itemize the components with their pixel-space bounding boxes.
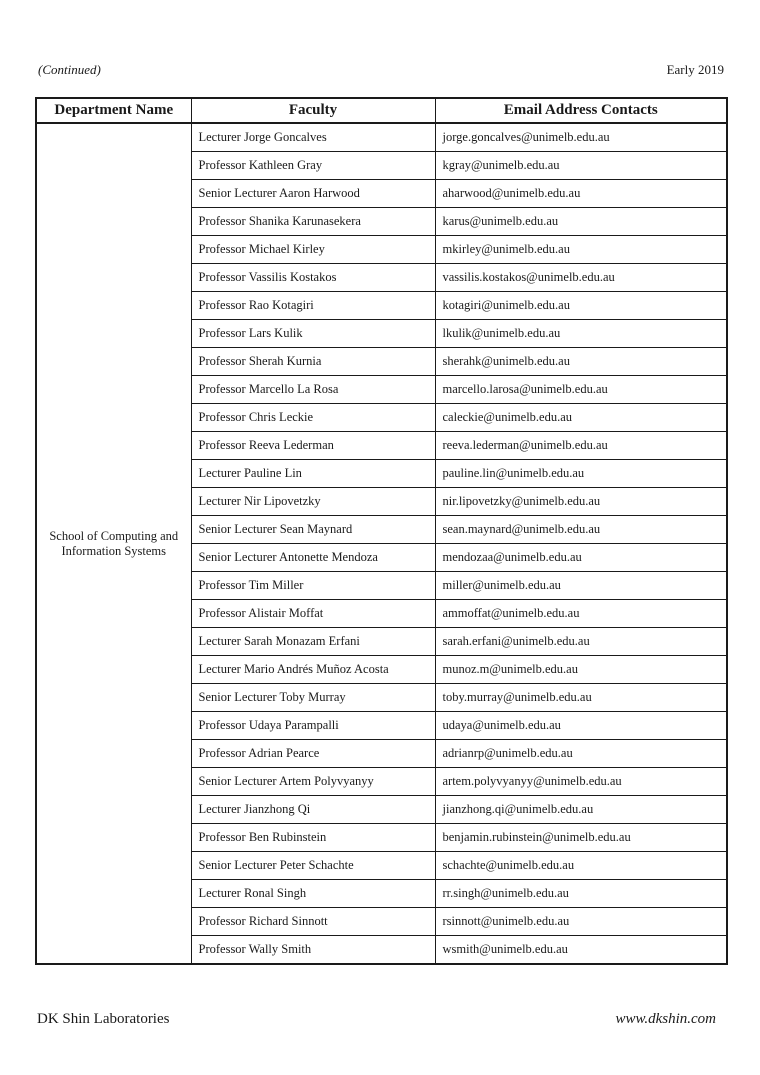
faculty-cell: Professor Udaya Parampalli	[191, 712, 435, 740]
faculty-cell: Lecturer Jorge Goncalves	[191, 123, 435, 152]
email-cell[interactable]: vassilis.kostakos@unimelb.edu.au	[435, 264, 727, 292]
faculty-cell: Senior Lecturer Sean Maynard	[191, 516, 435, 544]
email-cell[interactable]: caleckie@unimelb.edu.au	[435, 404, 727, 432]
email-cell[interactable]: nir.lipovetzky@unimelb.edu.au	[435, 488, 727, 516]
continued-label: (Continued)	[38, 62, 101, 77]
column-header-faculty: Faculty	[191, 98, 435, 123]
faculty-cell: Professor Tim Miller	[191, 572, 435, 600]
email-cell[interactable]: sherahk@unimelb.edu.au	[435, 348, 727, 376]
table-row	[36, 123, 727, 152]
email-cell[interactable]: artem.polyvyanyy@unimelb.edu.au	[435, 768, 727, 796]
email-cell[interactable]: marcello.larosa@unimelb.edu.au	[435, 376, 727, 404]
faculty-cell: Professor Adrian Pearce	[191, 740, 435, 768]
department-name-cell: School of Computing and Information Systems	[36, 123, 191, 964]
faculty-cell: Senior Lecturer Antonette Mendoza	[191, 544, 435, 572]
faculty-cell: Professor Kathleen Gray	[191, 152, 435, 180]
faculty-cell: Professor Ben Rubinstein	[191, 824, 435, 852]
email-cell[interactable]: kotagiri@unimelb.edu.au	[435, 292, 727, 320]
column-header-email: Email Address Contacts	[435, 98, 727, 123]
faculty-cell: Professor Wally Smith	[191, 936, 435, 965]
column-header-department: Department Name	[36, 98, 191, 123]
faculty-cell: Lecturer Jianzhong Qi	[191, 796, 435, 824]
email-cell[interactable]: wsmith@unimelb.edu.au	[435, 936, 727, 965]
footer-org-name: DK Shin Laboratories	[37, 1011, 170, 1027]
email-cell[interactable]: rr.singh@unimelb.edu.au	[435, 880, 727, 908]
email-cell[interactable]: karus@unimelb.edu.au	[435, 208, 727, 236]
email-cell[interactable]: jianzhong.qi@unimelb.edu.au	[435, 796, 727, 824]
faculty-cell: Professor Marcello La Rosa	[191, 376, 435, 404]
email-cell[interactable]: pauline.lin@unimelb.edu.au	[435, 460, 727, 488]
email-cell[interactable]: rsinnott@unimelb.edu.au	[435, 908, 727, 936]
email-cell[interactable]: mendozaa@unimelb.edu.au	[435, 544, 727, 572]
email-cell[interactable]: sean.maynard@unimelb.edu.au	[435, 516, 727, 544]
table-body	[36, 123, 727, 964]
faculty-cell: Professor Vassilis Kostakos	[191, 264, 435, 292]
email-cell[interactable]: mkirley@unimelb.edu.au	[435, 236, 727, 264]
email-cell[interactable]: munoz.m@unimelb.edu.au	[435, 656, 727, 684]
faculty-cell: Professor Sherah Kurnia	[191, 348, 435, 376]
email-cell[interactable]: jorge.goncalves@unimelb.edu.au	[435, 123, 727, 152]
email-cell[interactable]: ammoffat@unimelb.edu.au	[435, 600, 727, 628]
faculty-cell: Senior Lecturer Peter Schachte	[191, 852, 435, 880]
email-cell[interactable]: schachte@unimelb.edu.au	[435, 852, 727, 880]
faculty-cell: Lecturer Nir Lipovetzky	[191, 488, 435, 516]
faculty-cell: Professor Alistair Moffat	[191, 600, 435, 628]
faculty-cell: Professor Rao Kotagiri	[191, 292, 435, 320]
email-cell[interactable]: kgray@unimelb.edu.au	[435, 152, 727, 180]
date-label: Early 2019	[666, 62, 724, 77]
table-header-row	[36, 98, 727, 123]
email-cell[interactable]: aharwood@unimelb.edu.au	[435, 180, 727, 208]
email-cell[interactable]: toby.murray@unimelb.edu.au	[435, 684, 727, 712]
faculty-cell: Professor Lars Kulik	[191, 320, 435, 348]
faculty-cell: Professor Chris Leckie	[191, 404, 435, 432]
faculty-cell: Lecturer Ronal Singh	[191, 880, 435, 908]
faculty-directory-table	[35, 97, 728, 965]
faculty-cell: Professor Richard Sinnott	[191, 908, 435, 936]
faculty-cell: Senior Lecturer Aaron Harwood	[191, 180, 435, 208]
email-cell[interactable]: reeva.lederman@unimelb.edu.au	[435, 432, 727, 460]
email-cell[interactable]: miller@unimelb.edu.au	[435, 572, 727, 600]
email-cell[interactable]: sarah.erfani@unimelb.edu.au	[435, 628, 727, 656]
footer-website[interactable]: www.dkshin.com	[615, 1011, 716, 1027]
email-cell[interactable]: udaya@unimelb.edu.au	[435, 712, 727, 740]
email-cell[interactable]: lkulik@unimelb.edu.au	[435, 320, 727, 348]
faculty-cell: Senior Lecturer Toby Murray	[191, 684, 435, 712]
faculty-cell: Lecturer Mario Andrés Muñoz Acosta	[191, 656, 435, 684]
faculty-cell: Professor Michael Kirley	[191, 236, 435, 264]
faculty-cell: Senior Lecturer Artem Polyvyanyy	[191, 768, 435, 796]
email-cell[interactable]: adrianrp@unimelb.edu.au	[435, 740, 727, 768]
faculty-cell: Lecturer Pauline Lin	[191, 460, 435, 488]
faculty-cell: Lecturer Sarah Monazam Erfani	[191, 628, 435, 656]
faculty-cell: Professor Shanika Karunasekera	[191, 208, 435, 236]
email-cell[interactable]: benjamin.rubinstein@unimelb.edu.au	[435, 824, 727, 852]
faculty-cell: Professor Reeva Lederman	[191, 432, 435, 460]
